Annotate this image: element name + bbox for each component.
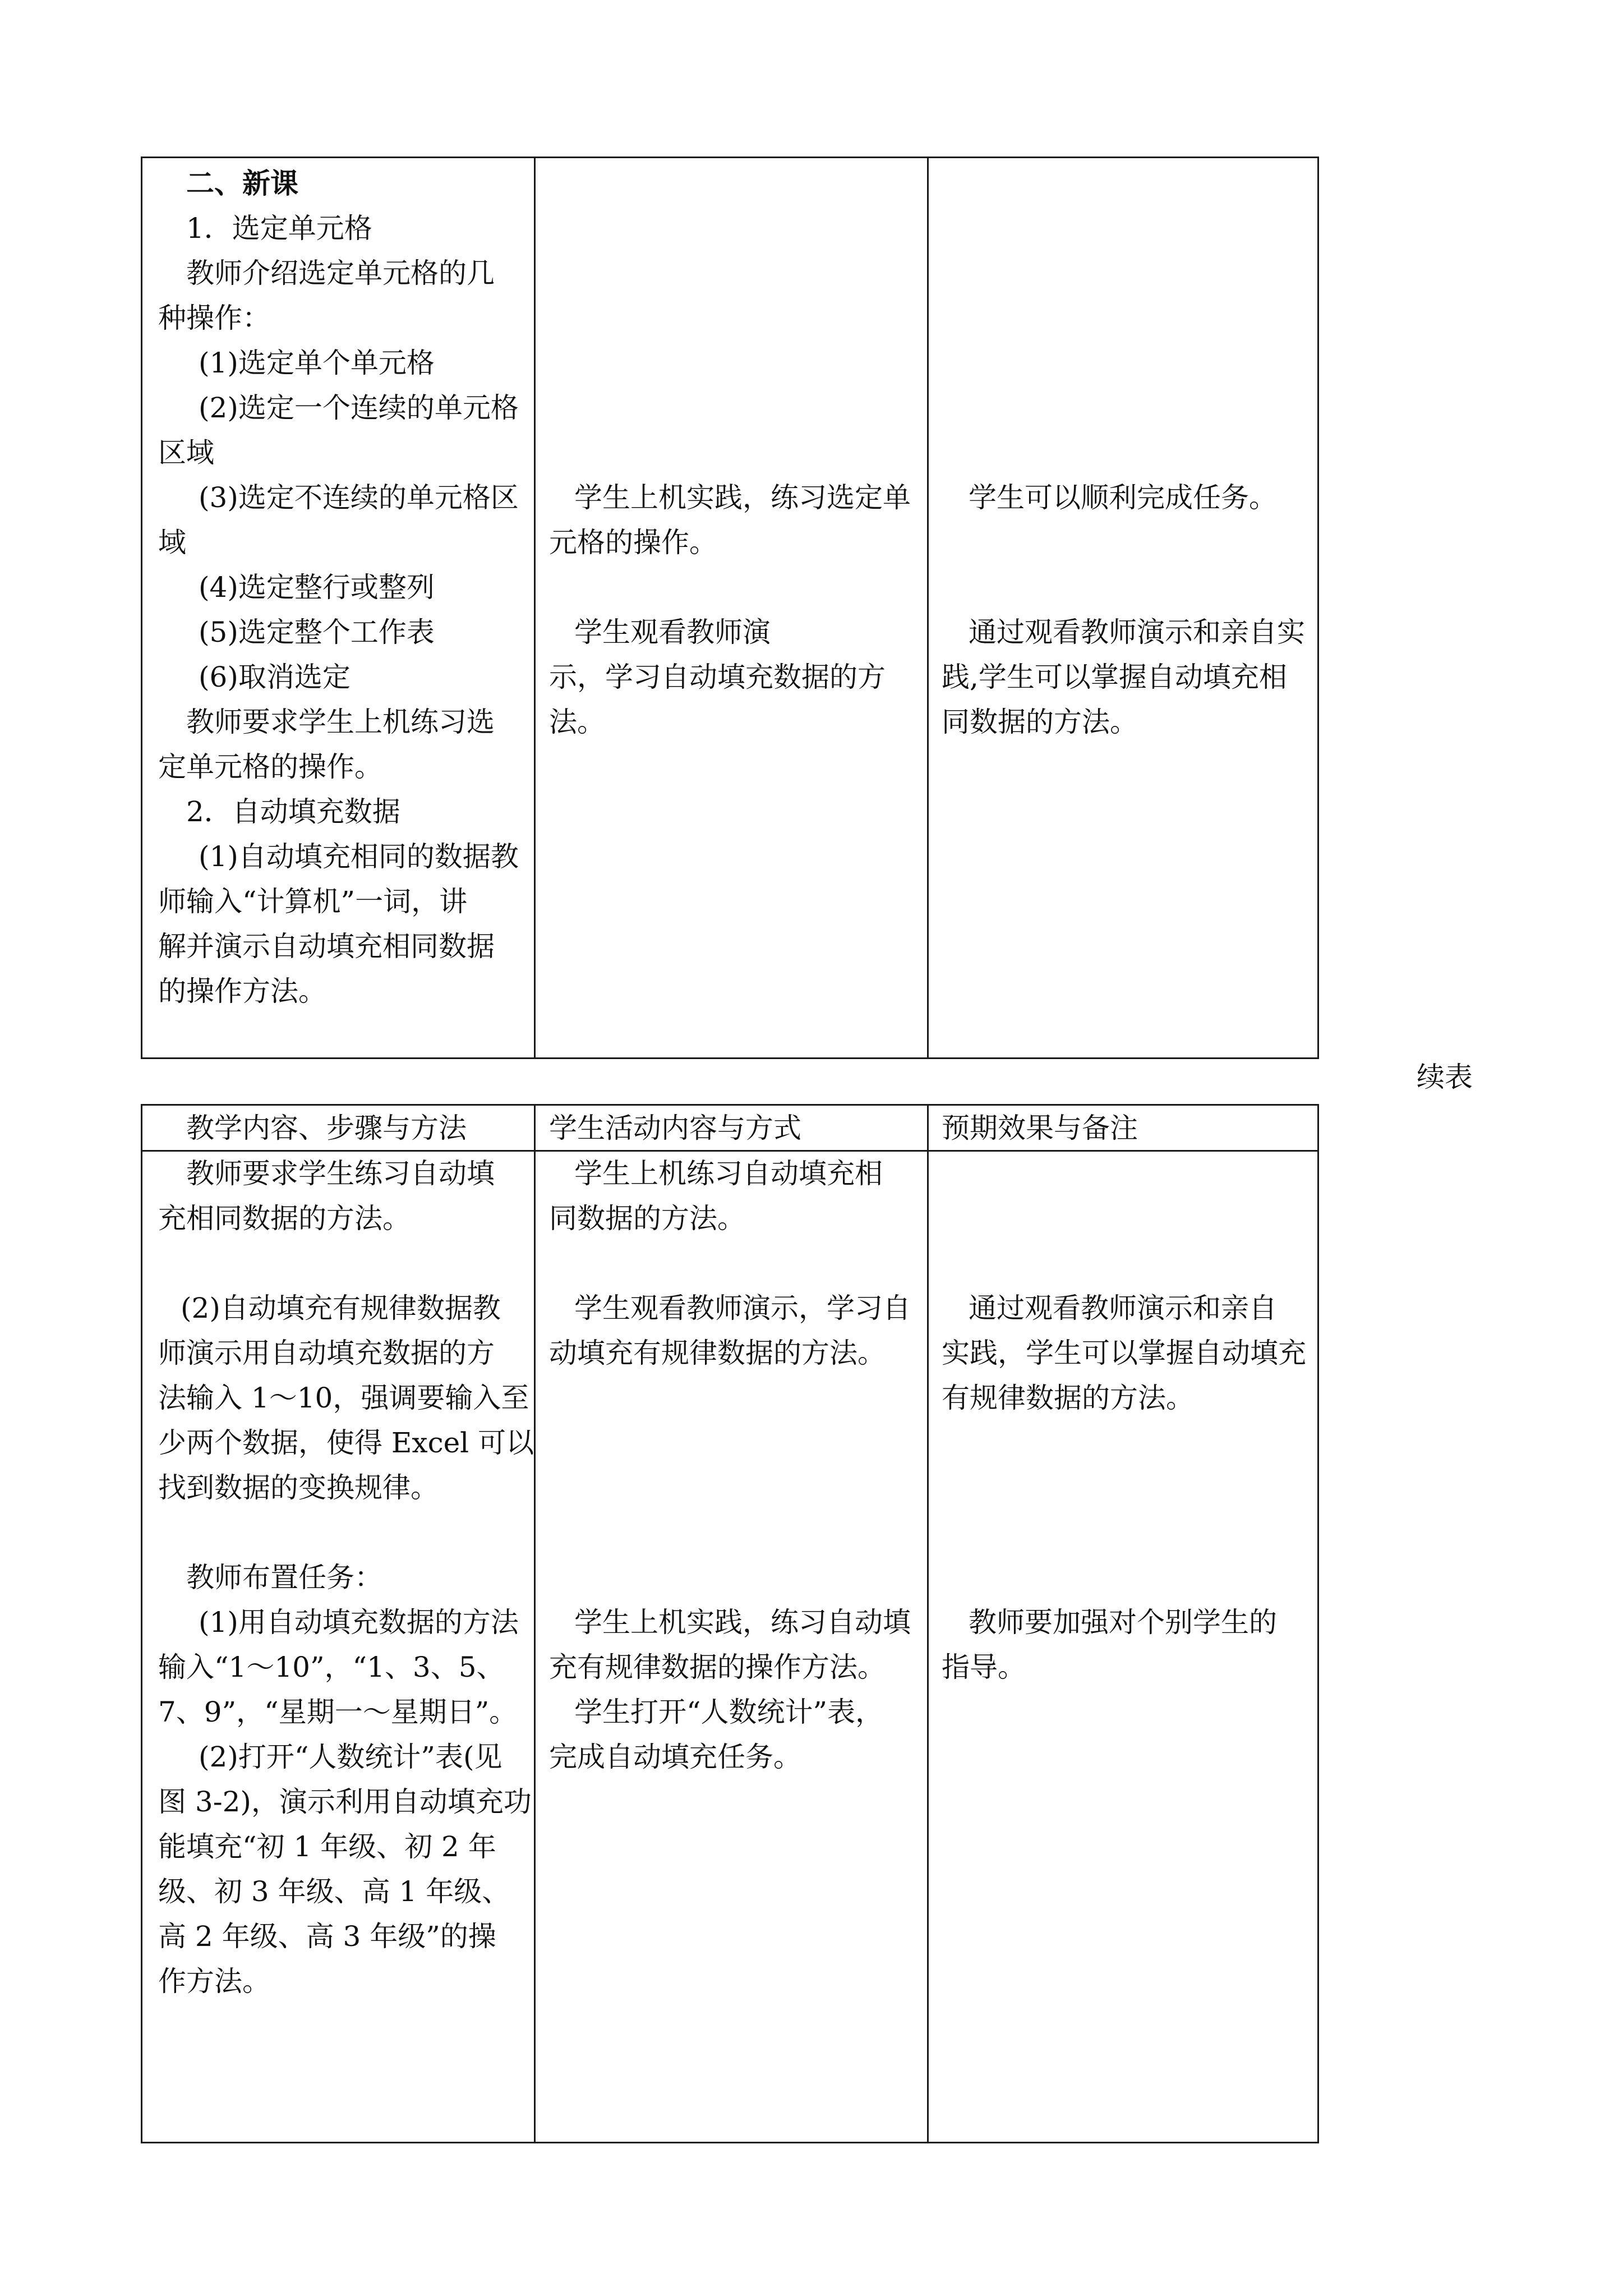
cell-text: 教师布置任务：: [186, 1561, 382, 1594]
cell-text: 元格的操作。: [549, 526, 717, 559]
continued-table-label: 续表: [1417, 1061, 1473, 1093]
header-expected-effect: 预期效果与备注: [942, 1112, 1138, 1144]
cell-text: 指导。: [942, 1651, 1026, 1683]
cell-text: 图 3-2)，演示利用自动填充功: [158, 1786, 532, 1818]
cell-text: (1)自动填充相同的数据教: [199, 840, 519, 873]
cell-text: 教师要求学生练习自动填: [186, 1157, 495, 1190]
cell-text: 教师要求学生上机练习选: [186, 706, 495, 738]
subsection-title: 1．选定单元格: [186, 212, 372, 245]
cell-text: 学生上机实践，练习自动填: [574, 1606, 911, 1639]
cell-text: 学生打开“人数统计”表，: [574, 1696, 884, 1728]
cell-text: 学生观看教师演: [574, 616, 771, 648]
cell-text: 种操作：: [158, 302, 270, 334]
cell-text: 通过观看教师演示和亲自: [969, 1292, 1277, 1324]
cell-text: 7、9”，“星期一～星期日”。: [158, 1696, 518, 1728]
cell-text: 师输入“计算机”一词，讲: [158, 885, 468, 918]
lesson-table-1: [141, 157, 1319, 1059]
header-teaching-content: 教学内容、步骤与方法: [186, 1112, 467, 1144]
cell-text: (3)选定不连续的单元格区: [199, 481, 519, 514]
cell-text: 输入“1～10”，“1、3、5、: [158, 1651, 505, 1683]
cell-text: 教师介绍选定单元格的几: [186, 257, 495, 289]
cell-text: (4)选定整行或整列: [199, 571, 435, 604]
cell-text: (6)取消选定: [199, 661, 351, 693]
cell-text: 解并演示自动填充相同数据: [158, 930, 495, 963]
cell-text: 示，学习自动填充数据的方: [549, 661, 886, 693]
cell-text: 实践，学生可以掌握自动填充: [942, 1337, 1306, 1369]
cell-text: (5)选定整个工作表: [199, 616, 435, 648]
cell-text: 法输入 1～10，强调要输入至: [158, 1382, 529, 1414]
section-heading: 二、新课: [186, 167, 298, 200]
cell-text: 有规律数据的方法。: [942, 1382, 1194, 1414]
cell-text: (2)打开“人数统计”表(见: [199, 1741, 502, 1773]
cell-text: 级、初 3 年级、高 1 年级、: [158, 1875, 510, 1908]
cell-text: (2)选定一个连续的单元格: [199, 392, 519, 424]
cell-text: 学生上机实践，练习选定单: [574, 481, 911, 514]
cell-text: 同数据的方法。: [942, 706, 1138, 738]
column-divider: [927, 158, 929, 1057]
cell-text: 区域: [158, 436, 214, 469]
lesson-table-2: [141, 1104, 1319, 2143]
column-divider: [927, 1106, 929, 2142]
cell-text: 通过观看教师演示和亲自实: [969, 616, 1305, 648]
cell-text: 作方法。: [158, 1965, 270, 1998]
cell-text: 能填充“初 1 年级、初 2 年: [158, 1830, 496, 1863]
cell-text: 同数据的方法。: [549, 1202, 745, 1235]
cell-text: (1)选定单个单元格: [199, 347, 435, 379]
cell-text: 完成自动填充任务。: [549, 1741, 801, 1773]
cell-text: 的操作方法。: [158, 975, 326, 1007]
cell-text: 师演示用自动填充数据的方: [158, 1337, 495, 1369]
cell-text: 充有规律数据的操作方法。: [549, 1651, 886, 1683]
subsection-title: 2．自动填充数据: [186, 795, 400, 828]
cell-text: 域: [158, 526, 186, 559]
column-divider: [534, 1106, 536, 2142]
cell-text: 践,学生可以掌握自动填充相: [942, 661, 1287, 693]
cell-text: 学生观看教师演示，学习自: [574, 1292, 911, 1324]
header-student-activity: 学生活动内容与方式: [549, 1112, 801, 1144]
cell-text: 定单元格的操作。: [158, 751, 382, 783]
cell-text: 学生上机练习自动填充相: [574, 1157, 883, 1190]
cell-text: 教师要加强对个别学生的: [969, 1606, 1277, 1639]
cell-text: 法。: [549, 706, 605, 738]
cell-text: (2)自动填充有规律数据教: [181, 1292, 501, 1324]
cell-text: 动填充有规律数据的方法。: [549, 1337, 886, 1369]
cell-text: 找到数据的变换规律。: [158, 1471, 439, 1504]
cell-text: 充相同数据的方法。: [158, 1202, 411, 1235]
cell-text: (1)用自动填充数据的方法: [199, 1606, 519, 1639]
cell-text: 少两个数据，使得 Excel 可以: [158, 1427, 534, 1459]
column-divider: [534, 158, 536, 1057]
cell-text: 学生可以顺利完成任务。: [969, 481, 1277, 514]
cell-text: 高 2 年级、高 3 年级”的操: [158, 1920, 496, 1953]
